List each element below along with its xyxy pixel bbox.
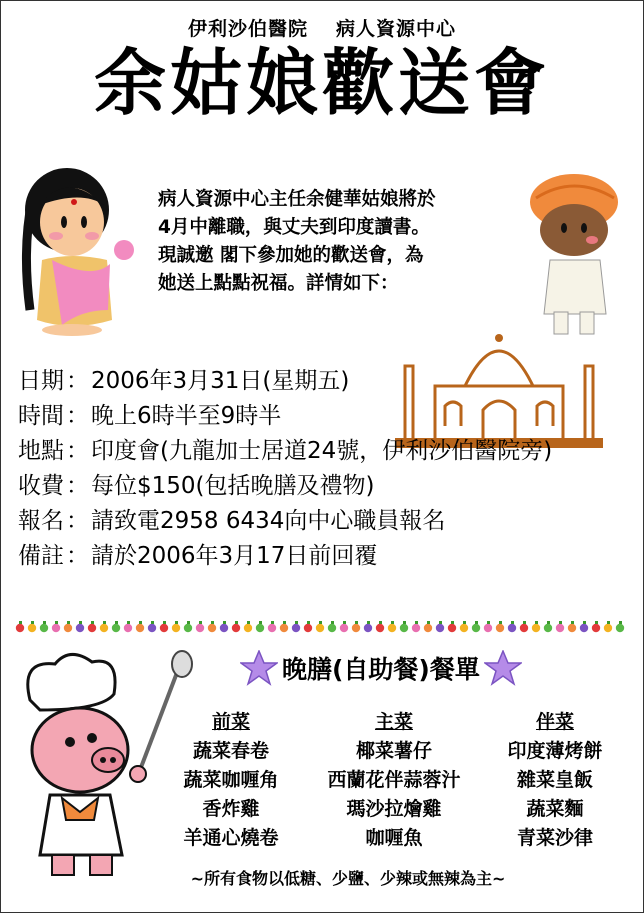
intro-line: 病人資源中心主任余健華姑娘將於 <box>158 189 436 210</box>
menu-column-head: 前菜 <box>211 711 250 733</box>
fruit-divider <box>14 621 626 633</box>
detail-registration <box>18 504 552 539</box>
fruit-leaf <box>223 621 226 624</box>
fruit-dot <box>268 624 276 632</box>
detail-label: 報名 <box>18 508 64 534</box>
menu-item: 蔬菜麵 <box>526 798 584 820</box>
fruit-dot <box>112 624 120 632</box>
fruit-dot <box>28 624 36 632</box>
fruit-dot <box>340 624 348 632</box>
fruit-leaf <box>283 621 286 624</box>
fruit-leaf <box>523 621 526 624</box>
fruit-leaf <box>571 621 574 624</box>
fruit-leaf <box>187 621 190 624</box>
fruit-dot <box>424 624 432 632</box>
fruit-leaf <box>367 621 370 624</box>
separator: ： <box>66 438 89 464</box>
indian-girl-illustration <box>12 160 147 340</box>
fruit-dot <box>292 624 300 632</box>
centre-name: 病人資源中心 <box>336 18 457 40</box>
fruit-dot <box>436 624 444 632</box>
fruit-leaf <box>247 621 250 624</box>
fruit-leaf <box>451 621 454 624</box>
fruit-dot <box>604 624 612 632</box>
fruit-dot <box>556 624 564 632</box>
fruit-leaf <box>535 621 538 624</box>
fruit-leaf <box>559 621 562 624</box>
fruit-dot <box>328 624 336 632</box>
fruit-leaf <box>211 621 214 624</box>
menu-column-head: 伴菜 <box>535 711 574 733</box>
fruit-leaf <box>355 621 358 624</box>
fruit-dot <box>592 624 600 632</box>
fruit-leaf <box>151 621 154 624</box>
menu-item: 印度薄烤餅 <box>507 740 603 762</box>
fruit-leaf <box>511 621 514 624</box>
fruit-dot <box>172 624 180 632</box>
detail-value: 印度會(九龍加士居道24號，伊利沙伯醫院旁) <box>91 438 553 464</box>
fruit-leaf <box>427 621 430 624</box>
turban-boy-illustration <box>522 164 627 339</box>
fruit-leaf <box>343 621 346 624</box>
detail-value: 2006年3月31日(星期五) <box>91 368 350 394</box>
fruit-dot <box>88 624 96 632</box>
fruit-leaf <box>79 621 82 624</box>
fruit-dot <box>316 624 324 632</box>
fruit-leaf <box>499 621 502 624</box>
fruit-dot <box>496 624 504 632</box>
fruit-leaf <box>199 621 202 624</box>
fruit-leaf <box>391 621 394 624</box>
fruit-dot <box>484 624 492 632</box>
fruit-leaf <box>19 621 22 624</box>
menu-item: 咖喱魚 <box>365 827 423 849</box>
menu-column-mains <box>309 708 479 853</box>
fruit-leaf <box>307 621 310 624</box>
intro-line: 4月中離職，與丈夫到印度讀書。 <box>158 217 430 238</box>
fruit-dot <box>76 624 84 632</box>
fruit-dot <box>448 624 456 632</box>
detail-time <box>18 399 552 434</box>
fruit-dot <box>616 624 624 632</box>
fruit-dot <box>364 624 372 632</box>
fruit-leaf <box>31 621 34 624</box>
fruit-leaf <box>67 621 70 624</box>
fruit-dot <box>136 624 144 632</box>
event-details <box>18 364 552 574</box>
fruit-dot <box>508 624 516 632</box>
fruit-leaf <box>139 621 142 624</box>
detail-remarks <box>18 539 552 574</box>
menu-title <box>240 650 522 686</box>
fruit-dot <box>148 624 156 632</box>
separator: ： <box>66 403 89 429</box>
fruit-leaf <box>487 621 490 624</box>
fruit-leaf <box>271 621 274 624</box>
fruit-leaf <box>175 621 178 624</box>
intro-text <box>158 186 518 298</box>
fruit-dot <box>400 624 408 632</box>
fruit-dot <box>160 624 168 632</box>
menu-item: 香炸雞 <box>202 798 260 820</box>
fruit-dot <box>580 624 588 632</box>
fruit-dot <box>64 624 72 632</box>
detail-label: 備註 <box>18 543 64 569</box>
fruit-dot <box>244 624 252 632</box>
menu-column-sides <box>470 708 640 853</box>
fruit-leaf <box>463 621 466 624</box>
fruit-leaf <box>91 621 94 624</box>
menu-title-text: 晚膳(自助餐)餐單 <box>282 655 480 684</box>
intro-line: 現誠邀 閣下參加她的歡送會，為 <box>158 245 424 266</box>
fruit-leaf <box>115 621 118 624</box>
detail-label: 時間 <box>18 403 64 429</box>
fruit-dot <box>256 624 264 632</box>
fruit-leaf <box>475 621 478 624</box>
menu-item: 蔬菜咖喱角 <box>183 769 279 791</box>
fruit-dot <box>100 624 108 632</box>
fruit-dot <box>376 624 384 632</box>
fruit-dot <box>16 624 24 632</box>
detail-value: 每位$150(包括晚膳及禮物) <box>91 473 375 499</box>
fruit-dot <box>40 624 48 632</box>
fruit-dot <box>388 624 396 632</box>
menu-item: 青菜沙律 <box>516 827 593 849</box>
fruit-dot <box>412 624 420 632</box>
menu-column-head: 主菜 <box>374 711 413 733</box>
fruit-dot <box>184 624 192 632</box>
fruit-dot <box>568 624 576 632</box>
fruit-dot <box>472 624 480 632</box>
page-title: 余姑娘歡送會 <box>93 41 550 125</box>
fruit-leaf <box>163 621 166 624</box>
fruit-leaf <box>259 621 262 624</box>
fruit-dot <box>520 624 528 632</box>
fruit-leaf <box>43 621 46 624</box>
header <box>0 14 644 41</box>
fruit-leaf <box>127 621 130 624</box>
fruit-leaf <box>619 621 622 624</box>
intro-line: 她送上點點祝福。詳情如下： <box>158 273 399 294</box>
fruit-leaf <box>547 621 550 624</box>
fruit-leaf <box>379 621 382 624</box>
separator: ： <box>66 508 89 534</box>
separator: ： <box>66 368 89 394</box>
menu-item: 蔬菜春卷 <box>192 740 269 762</box>
fruit-dot <box>352 624 360 632</box>
fruit-leaf <box>103 621 106 624</box>
fruit-dot <box>460 624 468 632</box>
detail-value: 晚上6時半至9時半 <box>91 403 282 429</box>
fruit-dot <box>208 624 216 632</box>
detail-label: 收費 <box>18 473 64 499</box>
menu-item: 西蘭花伴蒜蓉汁 <box>327 769 461 791</box>
separator: ： <box>66 473 89 499</box>
fruit-leaf <box>439 621 442 624</box>
fruit-dot <box>544 624 552 632</box>
fruit-leaf <box>403 621 406 624</box>
fruit-dot <box>280 624 288 632</box>
fruit-leaf <box>595 621 598 624</box>
menu-column-appetizers <box>146 708 316 853</box>
fruit-leaf <box>319 621 322 624</box>
detail-fee <box>18 469 552 504</box>
detail-value: 請致電2958 6434向中心職員報名 <box>91 508 446 534</box>
menu-item: 羊通心燒卷 <box>183 827 279 849</box>
menu-item: 雜菜皇飯 <box>516 769 593 791</box>
menu-note: ~所有食物以低糖、少鹽、少辣或無辣為主~ <box>190 869 506 888</box>
fruit-dot <box>304 624 312 632</box>
fruit-leaf <box>415 621 418 624</box>
detail-label: 日期 <box>18 368 64 394</box>
menu-item: 瑪沙拉燴雞 <box>346 798 442 820</box>
fruit-dot <box>532 624 540 632</box>
fruit-leaf <box>583 621 586 624</box>
menu-item: 椰菜薯仔 <box>355 740 432 762</box>
fruit-leaf <box>55 621 58 624</box>
star-icon <box>240 650 278 686</box>
detail-venue <box>18 434 552 469</box>
star-icon <box>484 650 522 686</box>
fruit-dot <box>232 624 240 632</box>
fruit-dot <box>220 624 228 632</box>
detail-value: 請於2006年3月17日前回覆 <box>91 543 378 569</box>
fruit-dot <box>196 624 204 632</box>
detail-date <box>18 364 552 399</box>
fruit-dot <box>52 624 60 632</box>
fruit-leaf <box>331 621 334 624</box>
fruit-dot <box>124 624 132 632</box>
detail-label: 地點 <box>18 438 64 464</box>
fruit-leaf <box>235 621 238 624</box>
separator: ： <box>66 543 89 569</box>
hospital-name: 伊利沙伯醫院 <box>187 18 308 40</box>
fruit-leaf <box>607 621 610 624</box>
fruit-leaf <box>295 621 298 624</box>
